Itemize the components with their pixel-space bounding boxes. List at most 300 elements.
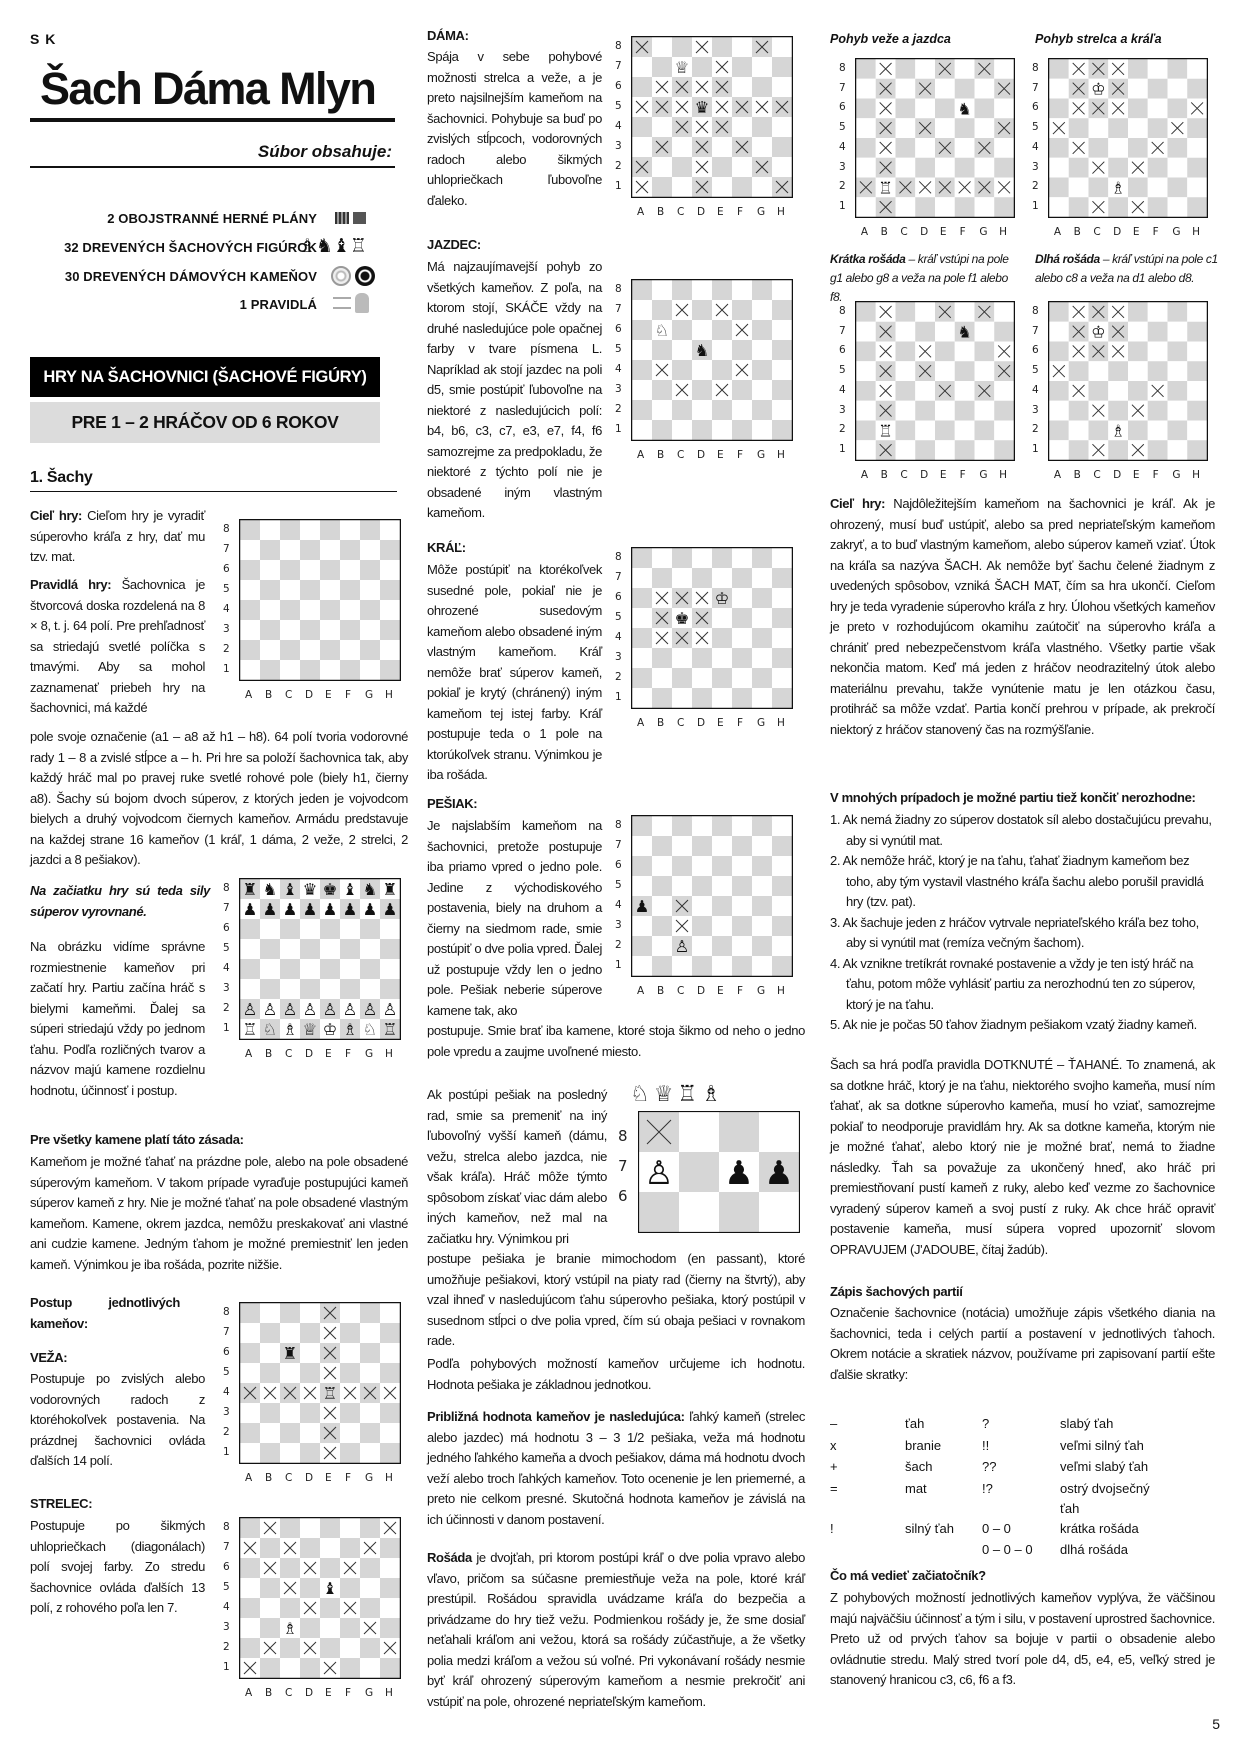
board-square <box>896 342 916 362</box>
rank-label: 5 <box>1032 121 1039 134</box>
abbreviation-cell: !? <box>982 1480 993 1496</box>
file-label: C <box>285 1048 293 1060</box>
board-square <box>1187 361 1207 381</box>
abbreviation-cell: ťah <box>905 1416 925 1431</box>
board-square <box>772 157 792 177</box>
board-square <box>896 361 916 381</box>
board-square <box>652 37 672 57</box>
file-label: D <box>920 226 929 238</box>
rank-label: 2 <box>615 939 622 951</box>
board-square <box>380 1363 400 1383</box>
board-square <box>896 197 916 217</box>
board-square <box>280 620 300 640</box>
board-square <box>632 380 652 400</box>
board-square <box>712 816 732 836</box>
board-square <box>975 361 995 381</box>
chess-piece: ♙ <box>362 1000 378 1019</box>
chess-piece: ♖ <box>242 1020 258 1039</box>
board-square <box>1187 401 1207 421</box>
board-square <box>380 939 400 959</box>
board-square <box>856 421 876 441</box>
board-square <box>320 1518 340 1538</box>
board-square <box>732 340 752 360</box>
board-square <box>732 876 752 896</box>
board-square <box>1049 99 1069 119</box>
board-square <box>360 919 380 939</box>
file-label: G <box>757 985 766 997</box>
board-square <box>652 57 672 77</box>
rank-label: 5 <box>615 343 622 355</box>
board-square <box>896 79 916 99</box>
draw-heading: V mnohých prípadoch je možné partiu tiež končiť nerozhodne: <box>830 790 1196 805</box>
rank-label: 8 <box>615 551 622 563</box>
rank-label: 4 <box>839 383 846 396</box>
pawn-text-cont: postupuje. Smie brať iba kamene, ktoré stoja šikmo od neho o jedno pole vpredu a zaujme uvoľnené miesto. <box>427 1023 805 1059</box>
board-square <box>240 640 260 660</box>
file-label: E <box>717 717 724 729</box>
board-square <box>732 688 752 708</box>
rank-label: 2 <box>615 160 622 172</box>
board-square <box>672 177 692 197</box>
abbreviation-cell: + <box>830 1459 838 1474</box>
board-square <box>240 1303 260 1323</box>
board-square <box>896 118 916 138</box>
board-square <box>340 640 360 660</box>
board-square <box>772 628 792 648</box>
board-square <box>915 401 935 421</box>
board-square <box>280 1518 300 1538</box>
chess-piece: ♙ <box>302 1000 318 1019</box>
rank-label: 7 <box>615 839 622 851</box>
board-square <box>1148 79 1168 99</box>
board-square <box>1168 381 1188 401</box>
board-square <box>320 660 340 680</box>
notation-text: Označenie šachovnice (notácia) umožňuje zápis všetkého diania na šachovnici, teda i celých partií a postavení v jednotlivých ťahoch. Okrem notácie a skratiek názvov, používame pri zapisovaní partií ešte ďalšie skratky: <box>830 1305 1215 1382</box>
chess-piece: ♕ <box>302 1020 318 1039</box>
board-square <box>632 956 652 976</box>
board-square <box>240 939 260 959</box>
board-square <box>1049 79 1069 99</box>
file-label: C <box>677 985 685 997</box>
board-square <box>712 548 732 568</box>
abbreviation-row <box>830 1519 1170 1541</box>
board-square <box>672 568 692 588</box>
board-square <box>1128 302 1148 322</box>
board-square <box>719 1112 759 1152</box>
board-square <box>752 876 772 896</box>
file-label: B <box>657 717 665 729</box>
board-square <box>856 158 876 178</box>
board-square <box>300 640 320 660</box>
board-square <box>732 816 752 836</box>
board-square <box>679 1152 719 1192</box>
board-square <box>672 668 692 688</box>
file-label: H <box>777 985 785 997</box>
board-square <box>712 280 732 300</box>
board-square <box>1108 381 1128 401</box>
board-square <box>732 117 752 137</box>
board-square <box>260 1343 280 1363</box>
board-square <box>692 548 712 568</box>
rank-label: 3 <box>615 651 622 663</box>
board-square <box>692 568 712 588</box>
board-square <box>752 57 772 77</box>
board-square <box>240 660 260 680</box>
abbreviation-row <box>830 1414 1170 1436</box>
board-square <box>975 99 995 119</box>
board-square <box>632 280 652 300</box>
board-square <box>752 117 772 137</box>
board-square <box>1187 302 1207 322</box>
file-label: A <box>637 985 645 997</box>
board-square <box>632 608 652 628</box>
abbreviation-cell: veľmi silný ťah <box>1060 1437 1144 1453</box>
file-label: H <box>1192 226 1201 238</box>
board-square <box>280 1303 300 1323</box>
board-square <box>732 380 752 400</box>
board-square <box>712 177 732 197</box>
board-square <box>280 1403 300 1423</box>
file-label: C <box>677 206 685 218</box>
short-castling-diagram <box>839 301 1015 481</box>
rank-label: 5 <box>223 942 230 954</box>
board-square <box>240 560 260 580</box>
rank-label: 6 <box>1032 344 1039 357</box>
board-square <box>672 400 692 420</box>
board-square <box>712 668 732 688</box>
board-square <box>380 1403 400 1423</box>
board-square <box>1049 197 1069 217</box>
board-square <box>772 688 792 708</box>
board-square <box>772 137 792 157</box>
board-square <box>955 158 975 178</box>
chess-piece: ♙ <box>382 1000 398 1019</box>
board-square <box>320 919 340 939</box>
draw-item: 5. Ak nie je počas 50 ťahov žiadnym pešiakom vzatý žiadny kameň. <box>830 1017 1197 1032</box>
goal-body: Cieľom hry je vyradiť súperovho kráľa z hry, dať mu tzv. mat. <box>30 508 205 564</box>
board-square <box>632 300 652 320</box>
board-square <box>752 668 772 688</box>
rank-label: 6 <box>223 563 230 575</box>
chess-piece: ♚ <box>674 609 690 628</box>
board-square <box>260 959 280 979</box>
file-label: H <box>777 717 785 729</box>
board-square <box>360 959 380 979</box>
board-square <box>772 320 792 340</box>
board-square <box>772 400 792 420</box>
board-square <box>1187 118 1207 138</box>
board-square <box>260 1323 280 1343</box>
chess-piece: ♔ <box>714 589 730 608</box>
board-square <box>955 138 975 158</box>
file-label: B <box>880 469 888 481</box>
contents-subtitle: Súbor obsahuje: <box>257 142 392 161</box>
board-square <box>672 548 692 568</box>
draughts-stones-icon <box>331 266 351 286</box>
board-square <box>975 440 995 460</box>
board-square <box>632 420 652 440</box>
rank-label: 8 <box>615 819 622 831</box>
board-square <box>360 640 380 660</box>
goal-text <box>30 506 205 568</box>
chess-piece: ♙ <box>644 1154 674 1192</box>
long-castling-caption <box>1035 250 1225 288</box>
board-square <box>732 836 752 856</box>
board-square <box>652 896 672 916</box>
board-square <box>1108 197 1128 217</box>
board-square <box>300 560 320 580</box>
rank-label: 7 <box>615 60 622 72</box>
board-square <box>1128 79 1148 99</box>
board-square <box>260 620 280 640</box>
board-square <box>360 1558 380 1578</box>
rank-label: 3 <box>223 1621 230 1633</box>
rank-label: 7 <box>615 571 622 583</box>
board-square <box>632 548 652 568</box>
board-square <box>1148 158 1168 178</box>
file-label: A <box>1053 469 1062 481</box>
chess-piece: ♝ <box>322 1579 338 1598</box>
board-square <box>260 1443 280 1463</box>
chess-piece: ♘ <box>654 321 670 340</box>
file-label: G <box>979 469 988 481</box>
board-square <box>1049 440 1069 460</box>
board-square <box>380 1598 400 1618</box>
abbreviation-cell: 0 – 0 – 0 <box>982 1542 1033 1558</box>
board-square <box>1069 178 1089 198</box>
abbreviation-cell: šach <box>905 1459 933 1474</box>
chess-board-grid <box>855 58 1015 218</box>
abbreviation-cell: = <box>830 1480 838 1496</box>
board-square <box>856 59 876 79</box>
rook-knight-move-diagram <box>839 58 1015 238</box>
pawn-move-diagram <box>615 815 793 997</box>
rank-label: 5 <box>839 121 846 134</box>
board-square <box>994 158 1014 178</box>
board-square <box>360 600 380 620</box>
board-square <box>340 580 360 600</box>
rank-label: 4 <box>839 140 846 153</box>
promotion-choice-pieces: ♘♕♖♗ <box>630 1082 725 1107</box>
file-label: B <box>657 449 665 461</box>
board-square <box>732 936 752 956</box>
abbreviation-row <box>830 1540 1170 1562</box>
board-square <box>772 608 792 628</box>
board-square <box>935 99 955 119</box>
board-square <box>632 340 652 360</box>
file-label: C <box>677 717 685 729</box>
file-label: H <box>777 449 785 461</box>
page-title: Šach Dáma Mlyn <box>40 63 376 114</box>
rank-label: 2 <box>839 423 846 436</box>
board-square <box>915 59 935 79</box>
board-square <box>340 1343 360 1363</box>
board-square <box>772 648 792 668</box>
board-square <box>975 197 995 217</box>
abbreviation-cell: ?? <box>982 1459 997 1474</box>
file-label: F <box>345 1048 352 1060</box>
board-square <box>759 1192 799 1232</box>
board-square <box>632 856 652 876</box>
board-square <box>380 1303 400 1323</box>
board-square <box>692 420 712 440</box>
rank-label: 3 <box>615 140 622 152</box>
rank-label: 8 <box>615 283 622 295</box>
board-square <box>856 99 876 119</box>
board-square <box>280 1658 300 1678</box>
board-square <box>672 688 692 708</box>
board-square <box>752 340 772 360</box>
rook-heading: VEŽA: <box>30 1350 68 1365</box>
board-square <box>712 916 732 936</box>
board-square <box>280 600 300 620</box>
board-square <box>1187 322 1207 342</box>
board-square <box>732 400 752 420</box>
rank-label: 8 <box>1032 304 1039 317</box>
short-castling-title: Krátka rošáda <box>830 252 906 266</box>
board-square <box>1148 322 1168 342</box>
board-square <box>935 79 955 99</box>
board-square <box>772 117 792 137</box>
rank-label: 7 <box>223 902 230 914</box>
board-square <box>1148 302 1168 322</box>
file-label: D <box>305 1687 314 1699</box>
chess-board-grid <box>638 1111 800 1233</box>
board-square <box>1049 302 1069 322</box>
empty-board-diagram <box>223 519 401 701</box>
board-square <box>240 520 260 540</box>
board-square <box>935 322 955 342</box>
board-square <box>692 380 712 400</box>
board-square <box>280 540 300 560</box>
file-label: E <box>717 449 724 461</box>
board-square <box>712 688 732 708</box>
board-square <box>759 1112 799 1152</box>
board-square <box>340 979 360 999</box>
rank-label: 5 <box>223 1581 230 1593</box>
rank-label: 7 <box>223 543 230 555</box>
board-square <box>260 1538 280 1558</box>
file-label: F <box>959 469 966 481</box>
rank-label: 3 <box>839 403 846 416</box>
board-square <box>772 936 792 956</box>
rank-label: 2 <box>223 1641 230 1653</box>
board-square <box>935 440 955 460</box>
board-square <box>752 420 772 440</box>
board-square <box>340 1658 360 1678</box>
board-square <box>975 421 995 441</box>
draw-item: 1. Ak nemá žiadny zo súperov dostatok síl alebo dostačujúcu prevahu, aby si vynútil mat. <box>830 812 1212 848</box>
board-square <box>712 648 732 668</box>
rank-label: 4 <box>615 631 622 643</box>
board-square <box>772 816 792 836</box>
file-label: E <box>717 985 724 997</box>
board-square <box>1148 440 1168 460</box>
board-square <box>380 640 400 660</box>
file-label: E <box>1132 226 1140 238</box>
chess-piece: ♙ <box>322 1000 338 1019</box>
board-square <box>340 1518 360 1538</box>
contents-item-text: 32 DREVENÝCH ŠACHOVÝCH FIGÚROK <box>64 240 317 255</box>
file-label: G <box>757 449 766 461</box>
rank-label: 2 <box>839 180 846 193</box>
board-square <box>360 580 380 600</box>
board-square <box>712 360 732 380</box>
chess-piece: ♜ <box>282 1344 298 1363</box>
board-square <box>240 1518 260 1538</box>
board-square <box>340 1443 360 1463</box>
board-square <box>1049 59 1069 79</box>
rank-label: 2 <box>223 1426 230 1438</box>
draw-item: 3. Ak šachuje jeden z hráčov vytrvale nepriateľského kráľa bez toho, aby si vynútil mat (remíza večným šachom). <box>830 914 1199 950</box>
board-square <box>772 340 792 360</box>
castling-body: je dvojťah, pri ktorom postúpi kráľ o dve polia vpravo alebo vľavo, pričom sa súčasne premiestňuje veža na pole, ktoré kráľ prestúpil. Rošádou spravidla uvádzame kráľa do bezpečia a privádzame do hry tiež vežu. Podmienkou rošády je, že sme dosiaľ neťahali kráľom ani vežou, ktorá sa rošády zúčastňuje, a že všetky polia medzi kráľom a vežou sú voľné. Pri vykonávaní rošády nesmie byť kráľ ohrozený súperovým kameňom a nesmie prekročiť ani vstúpiť na pole, ohrozené nepriateľským kameňom. <box>427 1550 805 1709</box>
board-square <box>935 421 955 441</box>
board-square <box>260 640 280 660</box>
chess-piece: ♟ <box>634 897 650 916</box>
board-square <box>752 688 772 708</box>
board-square <box>752 177 772 197</box>
board-square <box>360 1518 380 1538</box>
chess-piece: ♞ <box>957 322 972 342</box>
chess-piece: ♟ <box>302 900 318 919</box>
abbreviation-cell <box>905 1540 982 1562</box>
file-label: A <box>637 449 645 461</box>
file-label: D <box>305 1048 314 1060</box>
board-square <box>632 836 652 856</box>
board-square <box>732 896 752 916</box>
caption-rook-knight: Pohyb veže a jazdca <box>830 32 951 46</box>
board-square <box>1128 138 1148 158</box>
chess-piece: ♟ <box>724 1154 754 1192</box>
board-square <box>896 302 916 322</box>
board-square <box>896 381 916 401</box>
board-square <box>1168 79 1188 99</box>
rank-label: 6 <box>839 344 846 357</box>
abbreviation-cell: ostrý dvojsečný ťah <box>1060 1480 1150 1516</box>
board-square <box>300 540 320 560</box>
rank-label: 2 <box>223 1002 230 1014</box>
rank-label: 3 <box>1032 403 1039 416</box>
rank-label: 2 <box>1032 423 1039 436</box>
board-square <box>994 440 1014 460</box>
board-square <box>692 896 712 916</box>
board-square <box>712 856 732 876</box>
board-square <box>1128 59 1148 79</box>
board-square <box>1108 158 1128 178</box>
board-square <box>1168 178 1188 198</box>
board-square <box>632 668 652 688</box>
contents-item-text: 1 PRAVIDLÁ <box>239 297 317 312</box>
board-square <box>240 1443 260 1463</box>
board-square <box>955 440 975 460</box>
board-square <box>240 1343 260 1363</box>
chess-piece: ♕ <box>674 58 690 77</box>
promotion-text-cont: postupe pešiaka je branie mimochodom (en passant), ktoré umožňuje pešiakovi, ktorý vstúpil na piaty rad (čierny na štvrtý), aby vzal ihneď v nasledujúcom ťahu súperovho pešiaka, ktorý postúpil v susednom stĺpci o dve polia vpred, čím sú obaja pešiaci v rovnakom rade. <box>427 1251 805 1348</box>
board-square <box>896 99 916 119</box>
board-square <box>1128 342 1148 362</box>
board-square <box>260 540 280 560</box>
board-square <box>652 876 672 896</box>
file-label: B <box>265 1048 273 1060</box>
board-square <box>1148 197 1168 217</box>
board-square <box>360 1658 380 1678</box>
board-square <box>719 1192 759 1232</box>
board-square <box>712 956 732 976</box>
board-square <box>1128 178 1148 198</box>
board-square <box>935 158 955 178</box>
board-square <box>340 1323 360 1343</box>
